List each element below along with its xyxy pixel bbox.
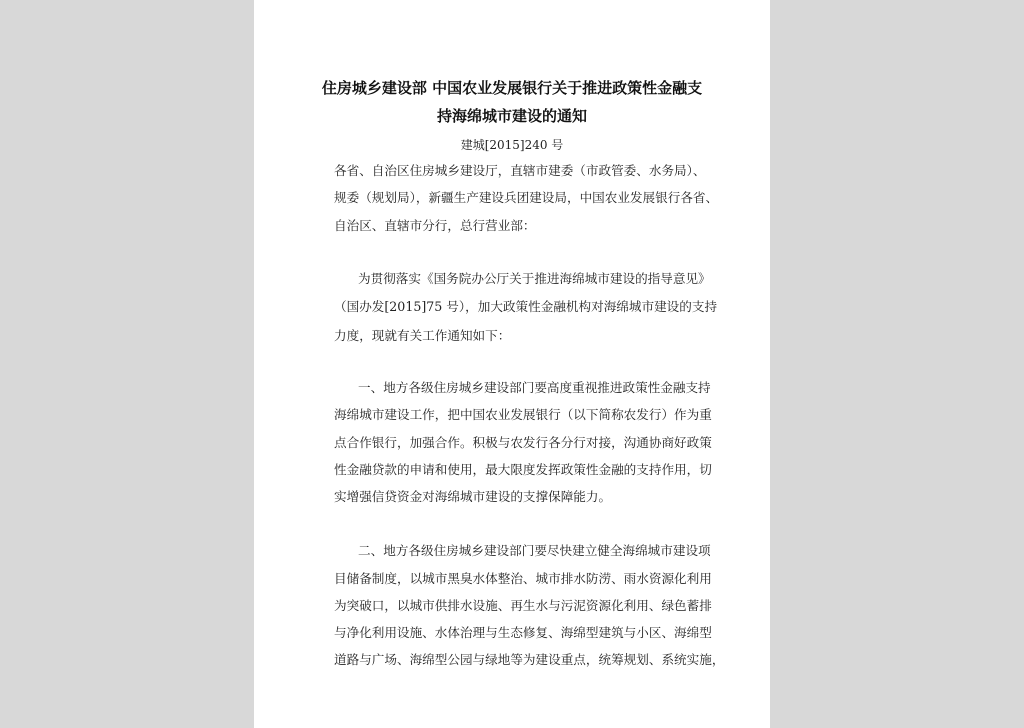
section-1-line: 性金融贷款的申请和使用，最大限度发挥政策性金融的支持作用，切 [334,462,712,477]
addressee-line: 规委（规划局），新疆生产建设兵团建设局，中国农业发展银行各省、 [334,190,719,205]
section-1-line: 点合作银行，加强合作。积极与农发行各分行对接，沟通协商好政策 [334,435,712,450]
section-2-line: 目储备制度，以城市黑臭水体整治、城市排水防涝、雨水资源化利用 [334,571,712,586]
section-1-line: 一、地方各级住房城乡建设部门要高度重视推进政策性金融支持 [358,380,711,395]
document-number: 建城[2015]240 号 [460,138,564,152]
section-2-line: 为突破口，以城市供排水设施、再生水与污泥资源化利用、绿色蓄排 [334,598,712,613]
intro-line: 力度，现就有关工作通知如下： [334,328,511,343]
section-2-line: 道路与广场、海绵型公园与绿地等为建设重点，统筹规划、系统实施， [334,652,725,667]
addressee-line: 各省、自治区住房城乡建设厅，直辖市建委（市政管委、水务局）、 [334,163,706,178]
document-title-line-2: 持海绵城市建设的通知 [436,107,587,125]
intro-line: （国办发[2015]75 号），加大政策性金融机构对海绵城市建设的支持 [334,299,718,314]
document-page [254,0,770,728]
section-2-line: 与净化利用设施、水体治理与生态修复、海绵型建筑与小区、海绵型 [334,625,712,640]
document-title-line-1: 住房城乡建设部 中国农业发展银行关于推进政策性金融支 [321,79,703,97]
section-1-line: 实增强信贷资金对海绵城市建设的支撑保障能力。 [334,489,612,504]
intro-line: 为贯彻落实《国务院办公厅关于推进海绵城市建设的指导意见》 [358,271,711,286]
section-1-line: 海绵城市建设工作，把中国农业发展银行（以下简称农发行）作为重 [334,407,712,422]
section-2-line: 二、地方各级住房城乡建设部门要尽快建立健全海绵城市建设项 [358,543,711,558]
addressee-line: 自治区、直辖市分行，总行营业部： [334,218,536,233]
